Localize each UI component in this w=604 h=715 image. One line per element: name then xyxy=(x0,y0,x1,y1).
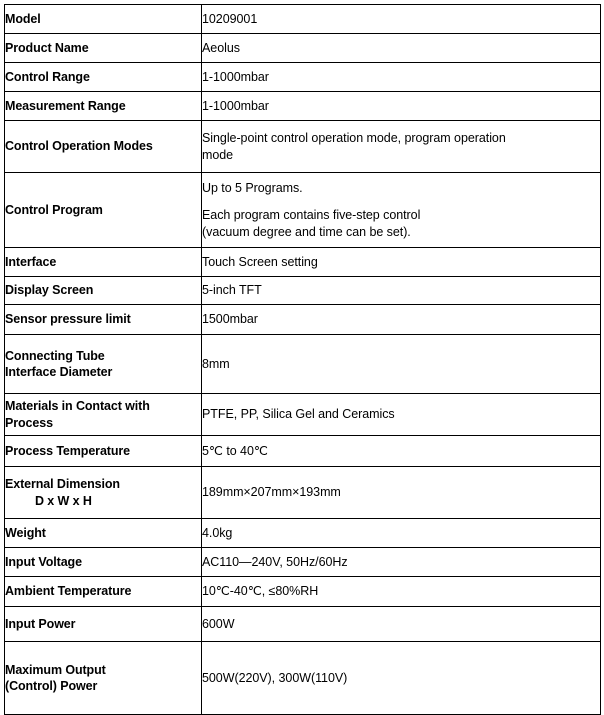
spec-value-cell xyxy=(202,277,601,305)
spec-label-line: Process xyxy=(5,415,53,430)
spec-label-line: Sensor pressure limit xyxy=(5,312,131,327)
spec-value-cell xyxy=(202,607,601,642)
spec-value-line: Aeolus xyxy=(202,40,240,55)
spec-value-line: 1500mbar xyxy=(202,312,258,327)
spec-label-cell xyxy=(5,607,202,642)
table-row xyxy=(5,642,601,715)
spec-value-line: Each program contains five-step control xyxy=(202,208,421,223)
table-row xyxy=(5,248,601,277)
spec-value-line: Up to 5 Programs. xyxy=(202,180,303,195)
specification-table-container xyxy=(4,4,600,715)
specification-table-body xyxy=(5,5,601,715)
table-row xyxy=(5,335,601,394)
table-row xyxy=(5,5,601,34)
table-row xyxy=(5,34,601,63)
spec-label-line: Measurement Range xyxy=(5,98,126,113)
spec-value-cell xyxy=(202,335,601,394)
spec-value-line: Single-point control operation mode, program operation xyxy=(202,131,506,145)
spec-value-cell xyxy=(202,63,601,92)
spec-label-line: Weight xyxy=(5,525,46,540)
table-row xyxy=(5,305,601,335)
spec-label-line: Display Screen xyxy=(5,283,94,298)
table-row xyxy=(5,436,601,467)
spec-value-line: PTFE, PP, Silica Gel and Ceramics xyxy=(202,407,395,422)
spec-label-cell xyxy=(5,173,202,248)
table-row xyxy=(5,394,601,436)
spec-value-cell xyxy=(202,305,601,335)
spec-label-cell xyxy=(5,436,202,467)
spec-value-line: 5℃ to 40℃ xyxy=(202,443,268,458)
spec-value-line: 500W(220V), 300W(110V) xyxy=(202,670,348,685)
spec-label-cell xyxy=(5,121,202,173)
table-row xyxy=(5,548,601,577)
spec-value-cell xyxy=(202,577,601,607)
spec-label-cell xyxy=(5,5,202,34)
spec-value-line: 8mm xyxy=(202,356,230,371)
spec-value-line: Touch Screen setting xyxy=(202,254,318,269)
spec-value-line: 1-1000mbar xyxy=(202,98,269,113)
spec-label-line: External Dimension xyxy=(5,477,120,491)
spec-value-line: 189mm×207mm×193mm xyxy=(202,485,341,500)
spec-label-line: (Control) Power xyxy=(5,679,98,693)
spec-label-cell xyxy=(5,34,202,63)
spec-label-line: Input Voltage xyxy=(5,554,82,569)
spec-label-line: Connecting Tube xyxy=(5,348,105,363)
spec-label-line: Maximum Output xyxy=(5,662,106,677)
table-row xyxy=(5,467,601,519)
spec-label-cell xyxy=(5,642,202,715)
spec-value-cell xyxy=(202,5,601,34)
spec-value-cell xyxy=(202,34,601,63)
spec-label-cell xyxy=(5,248,202,277)
spec-value-cell xyxy=(202,173,601,248)
spec-label-line: Control Program xyxy=(5,202,103,217)
spec-label-line: Process Temperature xyxy=(5,443,131,458)
spec-value-line: 600W xyxy=(202,616,235,631)
table-row xyxy=(5,519,601,548)
spec-value-cell xyxy=(202,394,601,436)
spec-label-line: Control Range xyxy=(5,69,90,84)
spec-label-cell xyxy=(5,305,202,335)
spec-label-cell xyxy=(5,335,202,394)
spec-label-line: Materials in Contact with xyxy=(5,399,150,413)
table-row xyxy=(5,63,601,92)
spec-value-cell xyxy=(202,642,601,715)
spec-value-line: 5-inch TFT xyxy=(202,283,262,298)
spec-value-line: 1-1000mbar xyxy=(202,69,269,84)
spec-value-line: 10209001 xyxy=(202,11,258,26)
table-row xyxy=(5,607,601,642)
spec-value-line: AC110—240V, 50Hz/60Hz xyxy=(202,554,348,569)
spec-label-line: Product Name xyxy=(5,40,89,55)
spec-value-cell xyxy=(202,92,601,121)
spec-label-line: D x W x H xyxy=(35,493,92,508)
table-row xyxy=(5,121,601,173)
spec-value-cell xyxy=(202,436,601,467)
spec-label-line: Interface Diameter xyxy=(5,365,113,379)
spec-label-cell xyxy=(5,277,202,305)
spec-label-cell xyxy=(5,467,202,519)
spec-label-cell xyxy=(5,394,202,436)
spec-label-line: Control Operation Modes xyxy=(5,139,153,154)
specification-table xyxy=(4,4,601,715)
spec-label-cell xyxy=(5,63,202,92)
spec-value-line: 10℃-40℃, ≤80%RH xyxy=(202,584,319,599)
table-row xyxy=(5,92,601,121)
spec-label-line: Model xyxy=(5,11,41,26)
spec-value-line: (vacuum degree and time can be set). xyxy=(202,224,411,239)
spec-value-cell xyxy=(202,248,601,277)
spec-label-cell xyxy=(5,577,202,607)
spec-value-cell xyxy=(202,519,601,548)
spec-value-cell xyxy=(202,121,601,173)
table-row xyxy=(5,173,601,248)
spec-label-line: Input Power xyxy=(5,616,76,631)
spec-value-cell xyxy=(202,548,601,577)
spec-value-line: mode xyxy=(202,147,234,162)
spec-value-cell xyxy=(202,467,601,519)
table-row xyxy=(5,277,601,305)
table-row xyxy=(5,577,601,607)
spec-value-line: 4.0kg xyxy=(202,525,233,540)
spec-label-cell xyxy=(5,519,202,548)
spec-label-line: Ambient Temperature xyxy=(5,584,132,599)
spec-label-cell xyxy=(5,548,202,577)
spec-label-cell xyxy=(5,92,202,121)
spec-label-line: Interface xyxy=(5,254,57,269)
